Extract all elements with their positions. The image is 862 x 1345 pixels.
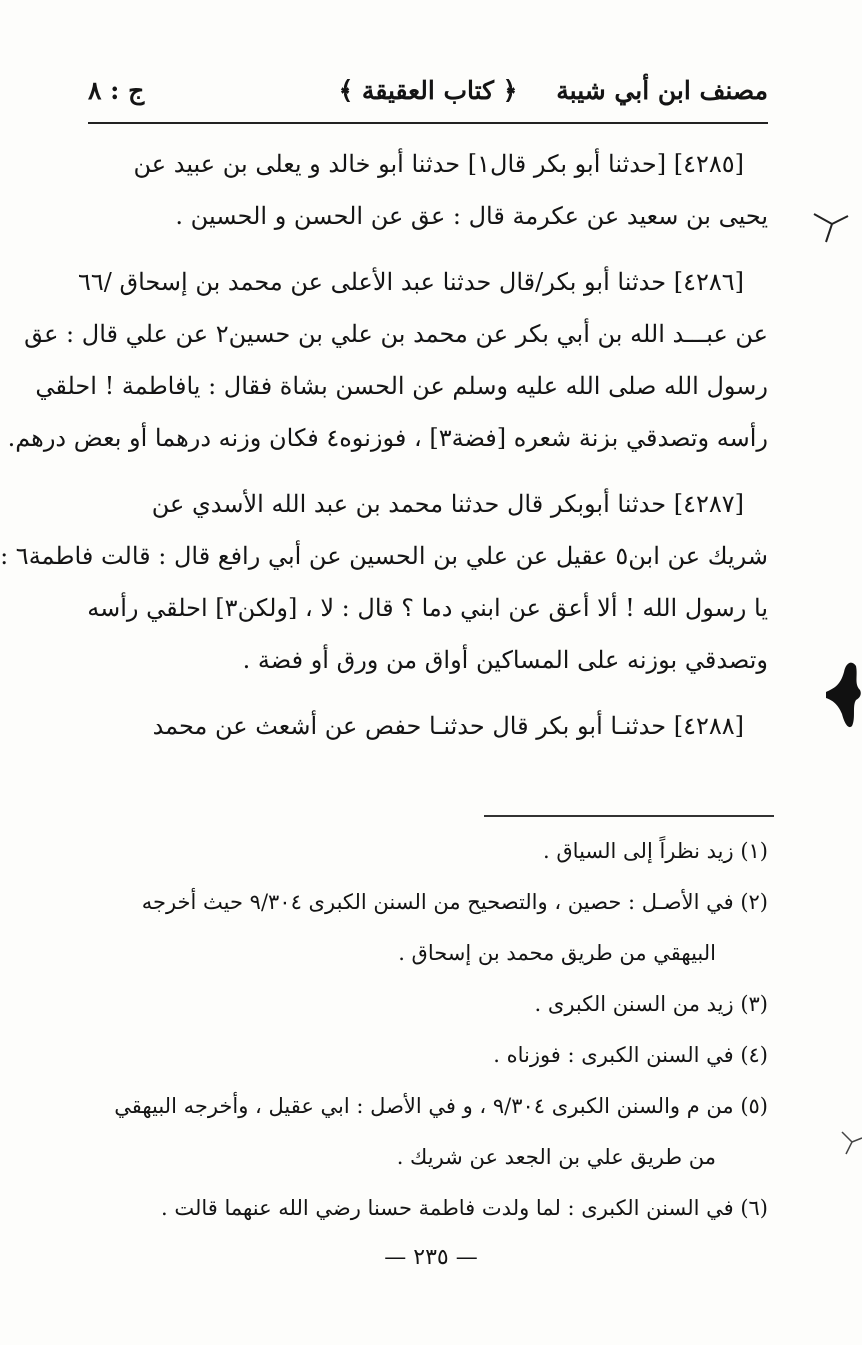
page-number: — ٢٣٥ — xyxy=(384,1245,478,1270)
footnote-5-continued: من طريق علي بن الجعد عن شريك . xyxy=(396,1145,716,1169)
hadith-4288-line-1: [٤٢٨٨] حدثنـا أبو بكر قال حدثنـا حفص عن أشعث عن محمد xyxy=(152,712,744,740)
footnote-5: (٥) من م والسنن الكبرى ٩/٣٠٤ ، و في الأصل : ابي عقيل ، وأخرجه البيهقي xyxy=(114,1094,768,1118)
hadith-4286-line-1: [٤٢٨٦] حدثنا أبو بكر/قال حدثنا عبد الأعلى عن محمد بن إسحاق /٦٦ xyxy=(78,268,744,296)
footnote-1: (١) زيد نظراً إلى السياق . xyxy=(543,839,768,863)
hadith-4285-line-1: [٤٢٨٥] [حدثنا أبو بكر قال١] حدثنا أبو خالد و يعلى بن عبيد عن xyxy=(133,150,744,178)
footnote-3: (٣) زيد من السنن الكبرى . xyxy=(534,992,768,1016)
hadith-4286-line-3: رسول الله صلى الله عليه وسلم عن الحسن بشاة فقال : يافاطمة ! احلقي xyxy=(35,372,768,400)
margin-ink-blot xyxy=(826,658,862,730)
header-divider xyxy=(88,122,768,124)
main-text xyxy=(0,138,768,752)
section-title: ﴿ كتاب العقيقة ﴾ xyxy=(338,76,518,105)
footnote-6: (٦) في السنن الكبرى : لما ولدت فاطمة حسنا رضي الله عنهما قالت . xyxy=(161,1196,768,1220)
footnotes xyxy=(88,826,768,1234)
hadith-4287-line-1: [٤٢٨٧] حدثنا أبوبكر قال حدثنا محمد بن عبد الله الأسدي عن xyxy=(151,490,744,518)
hadith-4285-line-2: يحيى بن سعيد عن عكرمة قال : عق عن الحسن و الحسين . xyxy=(175,202,768,230)
margin-tick-mark xyxy=(840,1128,862,1158)
hadith-4287-line-4: وتصدقي بوزنه على المساكين أواق من ورق أو فضة . xyxy=(242,646,768,674)
hadith-4286-line-4: رأسه وتصدقي بزنة شعره [فضة٣] ، فوزنوه٤ فكان وزنه درهما أو بعض درهم. xyxy=(7,424,768,452)
footnote-divider xyxy=(484,815,774,817)
footnote-2-continued: البيهقي من طريق محمد بن إسحاق . xyxy=(398,941,716,965)
footnote-4: (٤) في السنن الكبرى : فوزناه . xyxy=(493,1043,768,1067)
running-header xyxy=(88,70,768,116)
hadith-4287-line-2: شريك عن ابن٥ عقيل عن علي بن الحسين عن أبي رافع قال : قالت فاطمة٦ : xyxy=(0,542,768,570)
book-title: مصنف ابن أبي شيبة xyxy=(556,76,768,105)
hadith-4286-line-2: عن عبـــد الله بن أبي بكر عن محمد بن علي بن حسين٢ عن علي قال : عق xyxy=(24,320,768,348)
footnote-2: (٢) في الأصـل : حصين ، والتصحيح من السنن الكبرى ٩/٣٠٤ حيث أخرجه xyxy=(141,890,768,914)
volume-number: ج : ٨ xyxy=(88,76,145,105)
hadith-4287-line-3: يا رسول الله ! ألا أعق عن ابني دما ؟ قال : لا ، [ولكن٣] احلقي رأسه xyxy=(87,594,768,622)
margin-bracket-mark xyxy=(812,206,852,246)
